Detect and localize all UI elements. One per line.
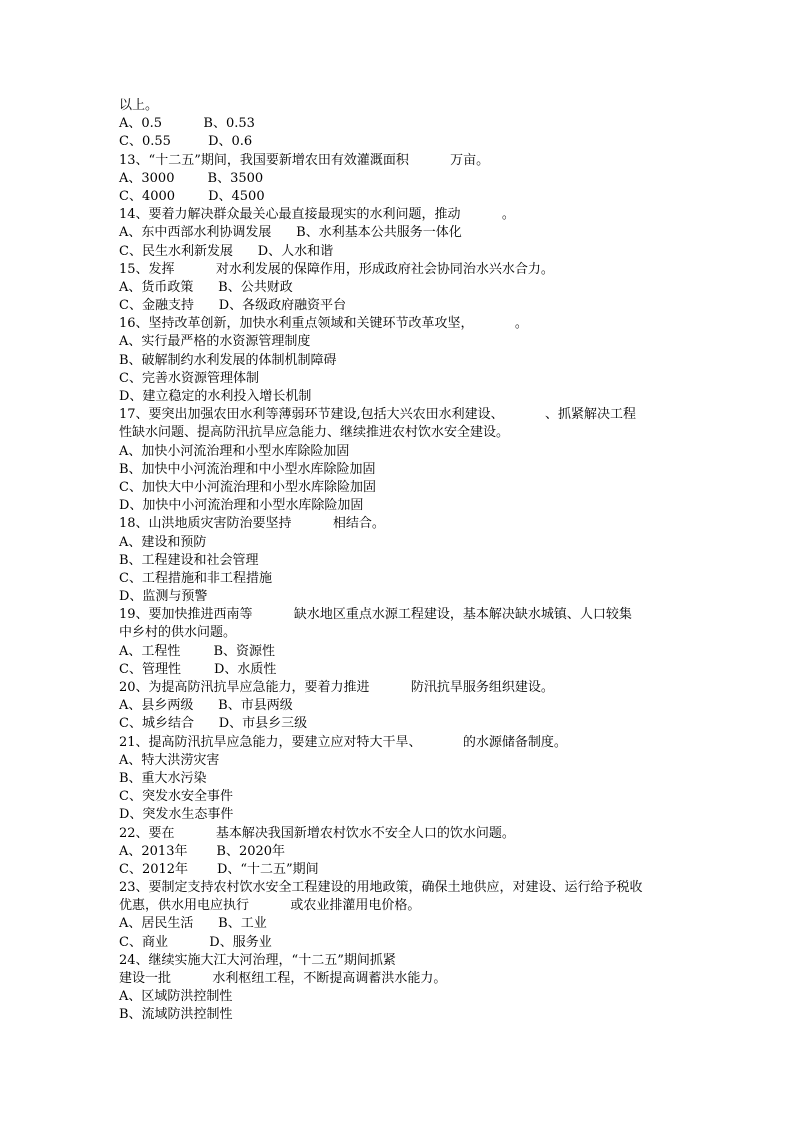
option-line: A、货币政策 B、公共财政 [119, 279, 293, 295]
question-24-cont: 建设一批 水利枢纽工程，不断提高调蓄洪水能力。 [119, 971, 447, 986]
option-line: B、流域防洪控制性 [119, 1007, 233, 1023]
option-line: C、突发水安全事件 [119, 789, 233, 805]
question-22: 22、要在 基本解决我国新增农村饮水不安全人口的饮水问题。 [119, 825, 515, 841]
option-line: C、完善水资源管理体制 [119, 370, 259, 386]
option-line: D、监测与预警 [119, 589, 208, 605]
question-24: 24、继续实施大江大河治理，“十二五”期间抓紧 [119, 952, 396, 968]
option-line: D、突发水生态事件 [119, 807, 234, 823]
option-line: A、2013年 B、2020年 [119, 843, 286, 859]
option-line: C、工程措施和非工程措施 [119, 570, 272, 586]
option-line: B、破解制约水利发展的体制机制障碍 [119, 352, 337, 368]
option-line: C、加快大中小河流治理和小型水库除险加固 [119, 479, 376, 495]
option-line: C、金融支持 D、各级政府融资平台 [119, 298, 347, 314]
option-line: C、民生水利新发展 D、人水和谐 [119, 243, 334, 259]
option-line: A、加快小河流治理和小型水库除险加固 [119, 443, 350, 459]
question-13: 13、“十二五”期间，我国要新增农田有效灌溉面积 万亩。 [119, 152, 490, 168]
option-line: B、重大水污染 [119, 770, 207, 786]
option-line: C、城乡结合 D、市县乡三级 [119, 716, 308, 732]
question-16: 16、坚持改革创新，加快水利重点领域和关键环节改革攻坚， 。 [119, 316, 528, 332]
option-line: A、特大洪涝灾害 [119, 752, 220, 768]
question-23-cont: 优惠，供水用电应执行 或农业排灌用电价格。 [119, 898, 421, 914]
question-21: 21、提高防汛抗旱应急能力，要建立应对特大干旱、 的水源储备制度。 [119, 734, 567, 750]
option-line: D、建立稳定的水利投入增长机制 [119, 389, 312, 404]
option-line: B、加快中小河流治理和中小型水库除险加固 [119, 461, 376, 477]
option-line: C、4000 D、4500 [119, 188, 265, 204]
option-line: A、东中西部水利协调发展 B、水利基本公共服务一体化 [119, 225, 462, 241]
text-line: 以上。 [119, 98, 159, 113]
option-line: C、2012年 D、“十二五”期间 [119, 861, 319, 877]
question-17-cont: 性缺水问题、提高防汛抗旱应急能力、继续推进农村饮水安全建设。 [119, 425, 510, 441]
option-line: A、建设和预防 [119, 534, 207, 550]
question-15: 15、发挥 对水利发展的保障作用，形成政府社会协同治水兴水合力。 [119, 261, 554, 277]
option-line: A、3000 B、3500 [119, 170, 264, 186]
option-line: A、县乡两级 B、市县两级 [119, 698, 293, 714]
option-line: A、工程性 B、资源性 [119, 643, 276, 659]
option-line: C、商业 D、服务业 [119, 934, 272, 950]
question-18: 18、山洪地质灾害防治要坚持 相结合。 [119, 516, 385, 532]
option-line: A、实行最严格的水资源管理制度 [119, 334, 311, 350]
question-19-cont: 中乡村的供水问题。 [119, 625, 237, 641]
option-line: A、居民生活 B、工业 [119, 916, 267, 932]
option-line: B、工程建设和社会管理 [119, 552, 259, 568]
option-line: A、0.5 B、0.53 [119, 116, 255, 132]
document-body [119, 97, 689, 1025]
question-20: 20、为提高防汛抗旱应急能力，要着力推进 防汛抗旱服务组织建设。 [119, 680, 554, 695]
question-23: 23、要制定支持农村饮水安全工程建设的用地政策，确保土地供应，对建设、运行给予税收 [119, 880, 643, 896]
question-17: 17、要突出加强农田水利等薄弱环节建设,包括大兴农田水利建设、 、抓紧解决工程 [119, 407, 636, 423]
option-line: D、加快中小河流治理和小型水库除险加固 [119, 498, 364, 514]
option-line: A、区域防洪控制性 [119, 989, 233, 1005]
option-line: C、0.55 D、0.6 [119, 134, 253, 150]
question-19: 19、要加快推进西南等 缺水地区重点水源工程建设，基本解决缺水城镇、人口较集 [119, 607, 632, 623]
option-line: C、管理性 D、水质性 [119, 661, 277, 677]
question-14: 14、要着力解决群众最关心最直接最现实的水利问题，推动 。 [119, 207, 515, 223]
